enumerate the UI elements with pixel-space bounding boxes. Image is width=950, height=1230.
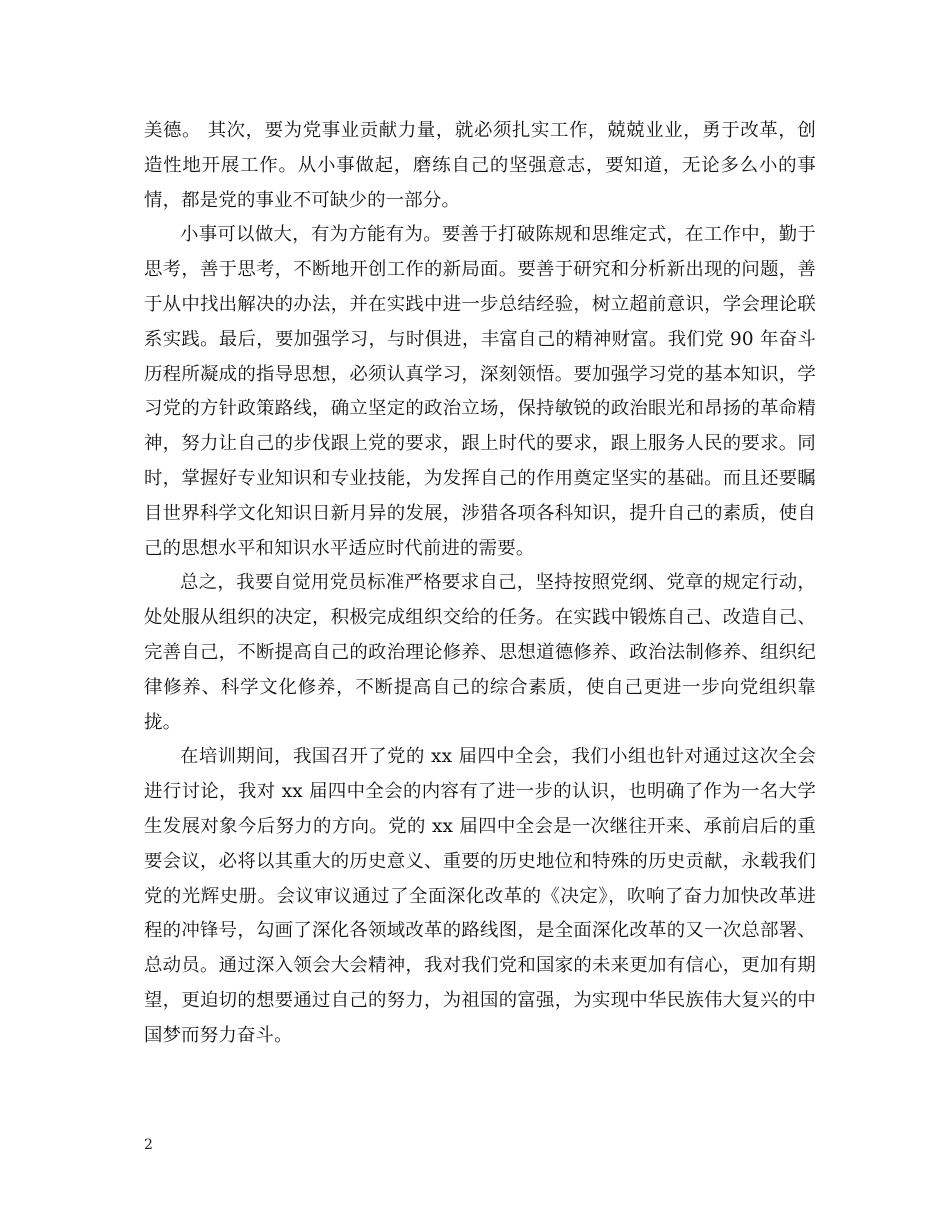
page-number: 2 <box>144 1137 153 1153</box>
document-body <box>144 114 816 1054</box>
paragraph-continuation: 美德。 其次，要为党事业贡献力量，就必须扎实工作，兢兢业业，勇于改革，创造性地开展工作。从小事做起，磨练自己的坚强意志，要知道，无论多么小的事情，都是党的事业不可缺少的一部分。 <box>144 120 816 211</box>
paragraph-training-period: 在培训期间，我国召开了党的 xx 届四中全会，我们小组也针对通过这次全会进行讨论，我对 xx 届四中全会的内容有了进一步的认识，也明确了作为一名大学生发展对象今后努力的方向。党的 xx 届四中全会是一次继往开来、承前启后的重要会议，必将以其重大的历史意义、重要的历史地位和特殊的历史贡献，永载我们党的光辉史册。会议审议通过了全面深化改革的《决定》，吹响了奋力加快改革进程的冲锋号，勾画了深化各领域改革的路线图，是全面深化改革的又一次总部署、总动员。通过深入领会大会精神，我对我们党和国家的未来更加有信心，更加有期望，更迫切的想要通过自己的努力，为祖国的富强，为实现中华民族伟大复兴的中国梦而努力奋斗。 <box>144 746 816 1046</box>
paragraph-in-summary: 总之，我要自觉用党员标准严格要求自己，坚持按照党纲、党章的规定行动，处处服从组织的决定，积极完成组织交给的任务。在实践中锻炼自己、改造自己、完善自己，不断提高自己的政治理论修养、思想道德修养、政治法制修养、组织纪律修养、科学文化修养，不断提高自己的综合素质，使自己更进一步向党组织靠拢。 <box>144 572 816 733</box>
paragraph-small-things: 小事可以做大，有为方能有为。要善于打破陈规和思维定式，在工作中，勤于思考，善于思考，不断地开创工作的新局面。要善于研究和分析新出现的问题，善于从中找出解决的办法，并在实践中进一步总结经验，树立超前意识，学会理论联系实践。最后，要加强学习，与时俱进，丰富自己的精神财富。我们党 90 年奋斗历程所凝成的指导思想，必须认真学习，深刻领悟。要加强学习党的基本知识，学习党的方针政策路线，确立坚定的政治立场，保持敏锐的政治眼光和昂扬的革命精神，努力让自己的步伐跟上党的要求，跟上时代的要求，跟上服务人民的要求。同时，掌握好专业知识和专业技能，为发挥自己的作用奠定坚实的基础。而且还要瞩目世界科学文化知识日新月异的发展，涉猎各项各科知识，提升自己的素质，使自己的思想水平和知识水平适应时代前进的需要。 <box>144 224 816 559</box>
